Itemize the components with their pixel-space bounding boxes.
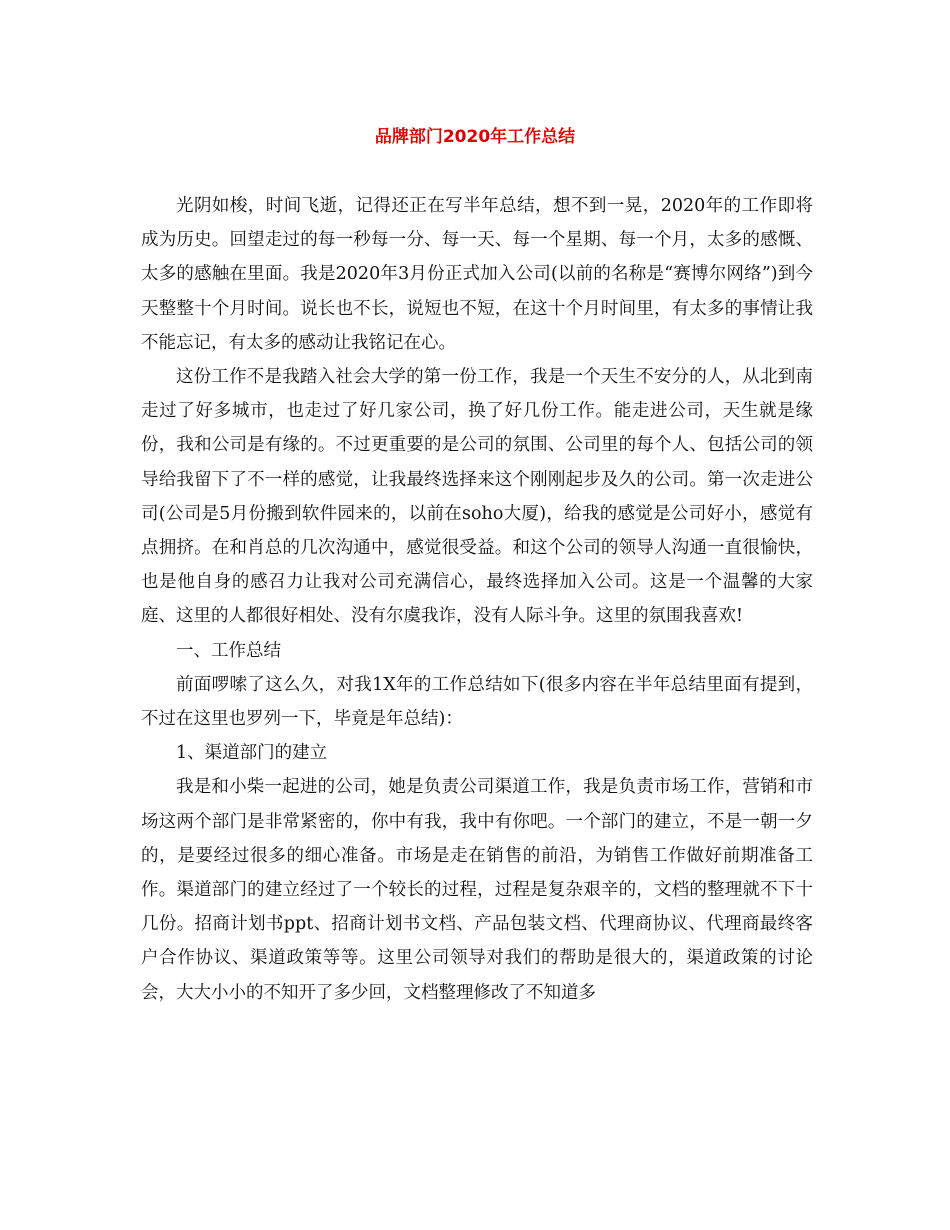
section-heading-work-summary: 一、工作总结 xyxy=(176,640,281,661)
paragraph-joining-company: 这份工作不是我踏入社会大学的第一份工作，我是一个天生不安分的人，从北到南走过了好多城市，也走过了好几家公司，换了好几份工作。能走进公司，天生就是缘份，我和公司是有缘的。不过更重要的是公司的氛围、公司里的每个人、包括公司的领导给我留下了不一样的感觉，让我最终选择来这个刚刚起步及久的公司。第一次走进公司(公司是5月份搬到软件园来的，以前在soho大厦)，给我的感觉是公司好小，感觉有点拥挤。在和肖总的几次沟通中，感觉很受益。和这个公司的领导人沟通一直很愉快，也是他自身的感召力让我对公司充满信心，最终选择加入公司。这是一个温馨的大家庭、这里的人都很好相处、没有尔虞我诈，没有人际斗争。这里的氛围我喜欢! xyxy=(141,367,813,627)
document-title: 品牌部门2020年工作总结 xyxy=(374,127,576,147)
paragraph-intro: 光阴如梭，时间飞逝，记得还正在写半年总结，想不到一晃，2020年的工作即将成为历史。回望走过的每一秒每一分、每一天、每一个星期、每一个月，太多的感慨、太多的感触在里面。我是2020年3月份正式加入公司(以前的名称是“赛博尔网络”)到今天整整十个月时间。说长也不长，说短也不短，在这十个月时间里，有太多的事情让我不能忘记，有太多的感动让我铭记在心。 xyxy=(141,196,813,353)
paragraph-summary-intro: 前面啰嗦了这么久，对我1X年的工作总结如下(很多内容在半年总结里面有提到，不过在这里也罗列一下，毕竟是年总结)： xyxy=(141,674,813,730)
subsection-heading-channel-department: 1、渠道部门的建立 xyxy=(176,743,328,764)
document-body xyxy=(141,189,813,1010)
paragraph-channel-department: 我是和小柴一起进的公司，她是负责公司渠道工作，我是负责市场工作，营销和市场这两个部门是非常紧密的，你中有我，我中有你吧。一个部门的建立，不是一朝一夕的，是要经过很多的细心准备。市场是走在销售的前沿，为销售工作做好前期准备工作。渠道部门的建立经过了一个较长的过程，过程是复杂艰辛的，文档的整理就不下十几份。招商计划书ppt、招商计划书文档、产品包装文档、代理商协议、代理商最终客户合作协议、渠道政策等等。这里公司领导对我们的帮助是很大的，渠道政策的讨论会，大大小小的不知开了多少回，文档整理修改了不知道多 xyxy=(141,777,813,1003)
